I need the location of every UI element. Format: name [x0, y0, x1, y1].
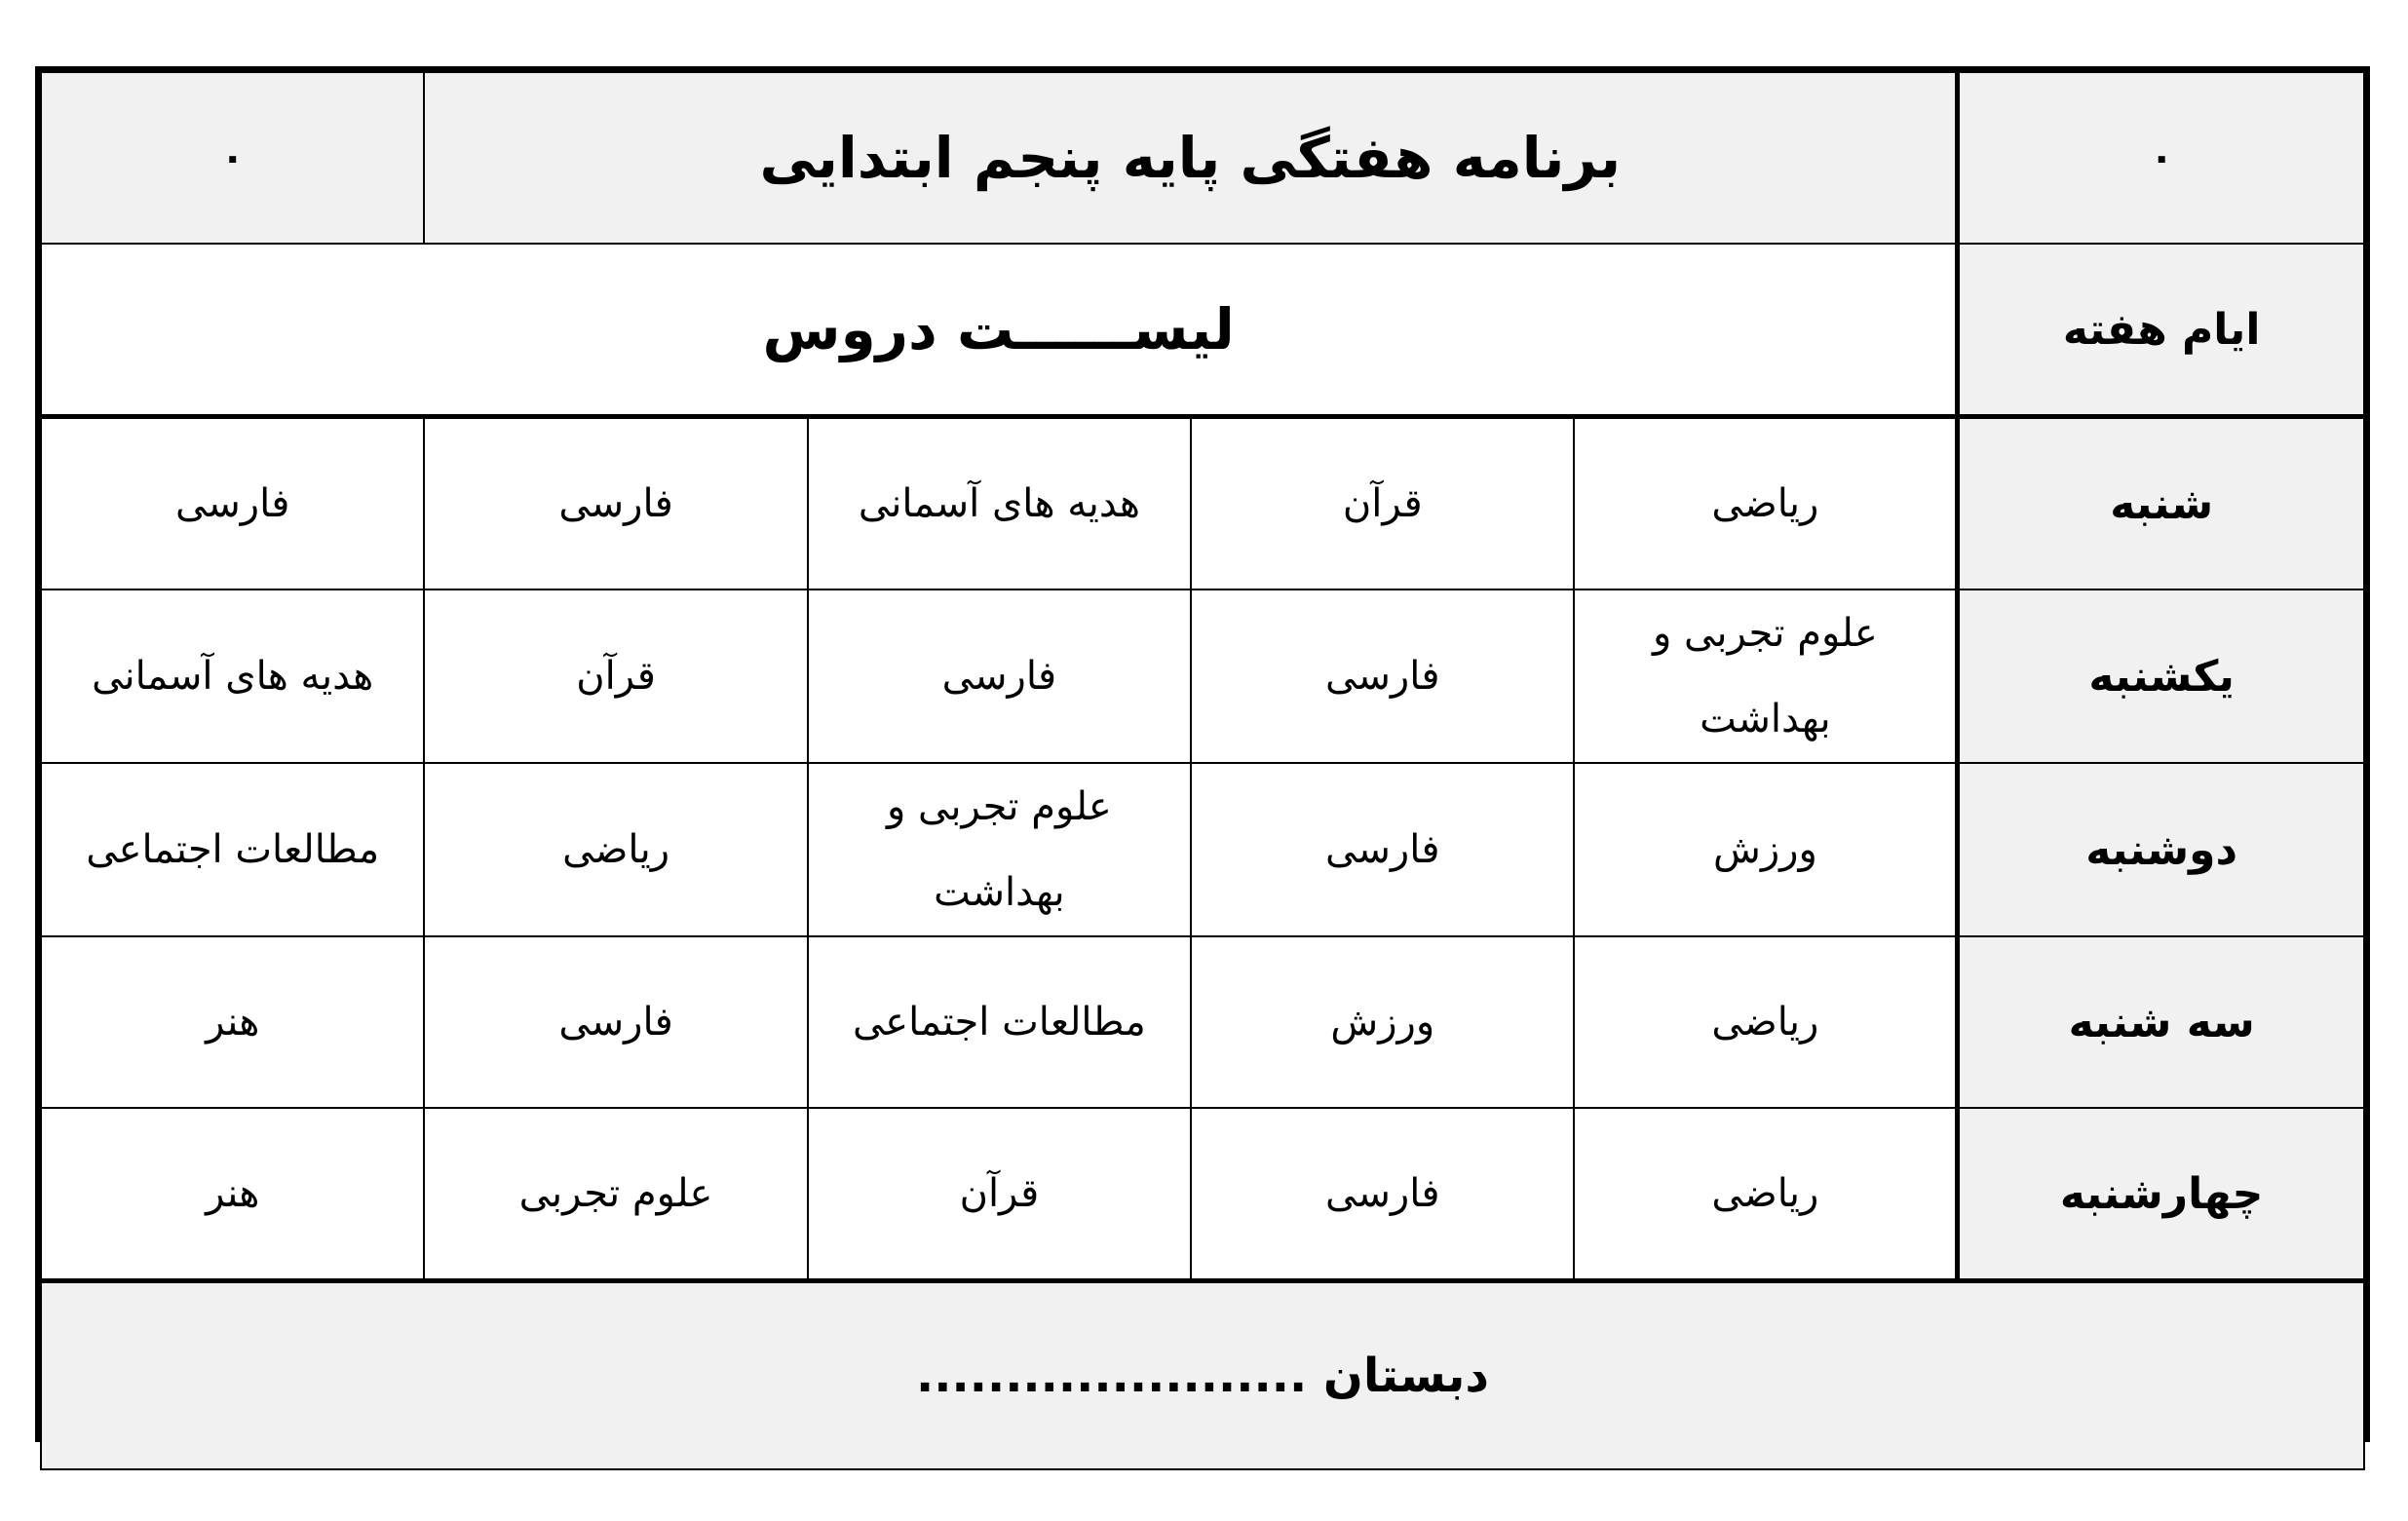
lesson-cell: ورزش — [1574, 763, 1957, 936]
lesson-cell: هنر — [41, 936, 424, 1108]
lesson-cell: مطالعات اجتماعی — [41, 763, 424, 936]
lesson-cell: ریاضی — [424, 763, 807, 936]
lesson-cell: هنر — [41, 1108, 424, 1281]
day-row — [41, 763, 2364, 936]
lesson-cell: مطالعات اجتماعی — [808, 936, 1191, 1108]
lesson-cell: فارسی — [424, 417, 807, 590]
corner-number-right: ۰ — [1958, 72, 2364, 244]
lesson-cell: علوم تجربی و بهداشت — [1574, 589, 1957, 763]
days-column-header: ایام هفته — [1958, 244, 2364, 417]
lesson-cell: علوم تجربی و بهداشت — [808, 763, 1191, 936]
footer-row — [41, 1281, 2364, 1470]
lesson-cell: هدیه های آسمانی — [808, 417, 1191, 590]
lesson-cell: فارسی — [808, 589, 1191, 763]
lesson-cell: فارسی — [1191, 589, 1574, 763]
lesson-cell: ریاضی — [1574, 1108, 1957, 1281]
day-name: شنبه — [1958, 417, 2364, 590]
lessons-list-header: لیســــــت دروس — [41, 244, 1958, 417]
weekly-schedule-table — [40, 71, 2365, 1470]
lesson-cell: فارسی — [424, 936, 807, 1108]
lesson-cell: فارسی — [1191, 763, 1574, 936]
schedule-sheet — [35, 66, 2370, 1442]
lesson-cell: هدیه های آسمانی — [41, 589, 424, 763]
lesson-cell: فارسی — [41, 417, 424, 590]
day-name: دوشنبه — [1958, 763, 2364, 936]
day-name: چهارشنبه — [1958, 1108, 2364, 1281]
day-row — [41, 417, 2364, 590]
day-row — [41, 1108, 2364, 1281]
subheader-row — [41, 244, 2364, 417]
day-row — [41, 936, 2364, 1108]
day-name: سه شنبه — [1958, 936, 2364, 1108]
title-row — [41, 72, 2364, 244]
day-name: یکشنبه — [1958, 589, 2364, 763]
day-row — [41, 589, 2364, 763]
lesson-cell: قرآن — [808, 1108, 1191, 1281]
lesson-cell: علوم تجربی — [424, 1108, 807, 1281]
lesson-cell: فارسی — [1191, 1108, 1574, 1281]
lesson-cell: ریاضی — [1574, 417, 1957, 590]
school-name: دبستان ...................... — [41, 1281, 2364, 1470]
lesson-cell: ریاضی — [1574, 936, 1957, 1108]
lesson-cell: قرآن — [424, 589, 807, 763]
page-title: برنامه هفتگی پایه پنجم ابتدایی — [424, 72, 1957, 244]
lesson-cell: قرآن — [1191, 417, 1574, 590]
corner-number-left: ۰ — [41, 72, 424, 244]
lesson-cell: ورزش — [1191, 936, 1574, 1108]
